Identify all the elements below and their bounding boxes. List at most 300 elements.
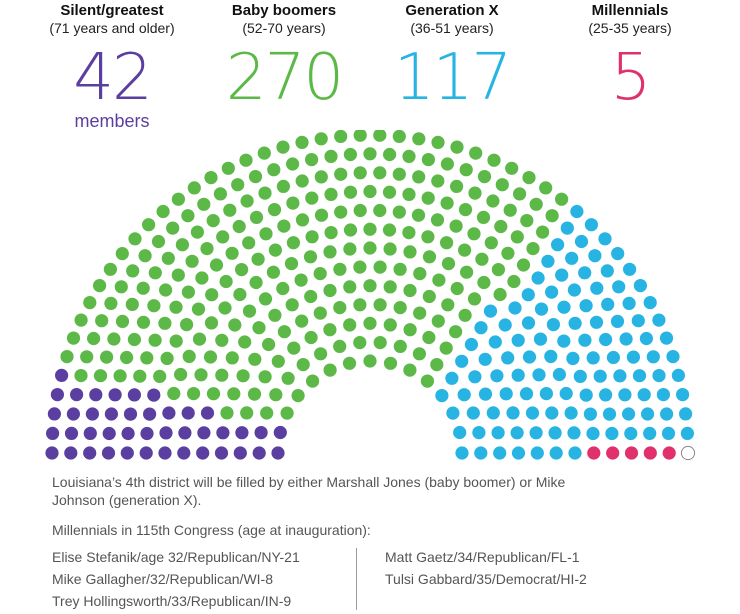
seat-dot-baby-boomers [216,230,229,243]
seat-dot-baby-boomers [323,245,336,258]
seat-dot-generation-x [508,301,521,314]
seat-dot-baby-boomers [513,187,526,200]
seat-dot-silent-greatest [274,426,287,439]
seat-dot-baby-boomers [413,347,426,360]
millennials-list-left [52,546,300,612]
seat-dot-baby-boomers [469,147,482,160]
seat-dot-baby-boomers [468,187,481,200]
seat-dot-baby-boomers [353,336,366,349]
seat-dot-baby-boomers [373,166,386,179]
seat-dot-baby-boomers [440,342,453,355]
seat-dot-baby-boomers [126,264,139,277]
seat-dot-generation-x [565,252,578,265]
seat-dot-generation-x [640,332,653,345]
seat-dot-baby-boomers [522,171,535,184]
seat-dot-baby-boomers [485,236,498,249]
seat-dot-baby-boomers [432,274,445,287]
seat-dot-silent-greatest [197,426,210,439]
seat-dot-silent-greatest [128,388,141,401]
seat-dot-baby-boomers [413,307,426,320]
seat-dot-baby-boomers [546,209,559,222]
seat-dot-silent-greatest [177,446,190,459]
seat-dot-baby-boomers [412,209,425,222]
generation-boomers [199,2,369,115]
seat-dot-baby-boomers [287,342,300,355]
seat-dot-baby-boomers [423,290,436,303]
seat-dot-baby-boomers [402,150,415,163]
seat-dot-baby-boomers [276,282,289,295]
seat-dot-baby-boomers [277,180,290,193]
seat-dot-baby-boomers [422,331,435,344]
seat-dot-baby-boomers [478,170,491,183]
seat-dot-baby-boomers [215,369,228,382]
seat-dot-generation-x [550,446,563,459]
seat-dot-baby-boomers [223,204,236,217]
seat-dot-baby-boomers [324,150,337,163]
seat-dot-baby-boomers [158,317,171,330]
seat-dot-silent-greatest [234,446,247,459]
seat-dot-silent-greatest [122,427,135,440]
seat-dot-baby-boomers [286,298,299,311]
seat-dot-baby-boomers [137,282,150,295]
seat-dot-baby-boomers [267,163,280,176]
seat-dot-baby-boomers [276,141,289,154]
seat-dot-baby-boomers [496,178,509,191]
seat-dot-generation-x [660,407,673,420]
seat-dot-generation-x [474,321,487,334]
seat-dot-generation-x [568,283,581,296]
seat-dot-baby-boomers [324,188,337,201]
seat-dot-baby-boomers [475,253,488,266]
seat-dot-baby-boomers [114,369,127,382]
seat-dot-silent-greatest [271,446,284,459]
seat-dot-baby-boomers [226,247,239,260]
seat-dot-baby-boomers [403,245,416,258]
seat-dot-silent-greatest [51,388,64,401]
seat-dot-silent-greatest [215,446,228,459]
generation-age-range: (25-35 years) [588,20,672,36]
seat-dot-baby-boomers [181,209,194,222]
seat-dot-generation-x [590,316,603,329]
seat-dot-baby-boomers [147,299,160,312]
seat-dot-baby-boomers [60,350,73,363]
seat-dot-baby-boomers [344,186,357,199]
seat-dot-silent-greatest [140,446,153,459]
seat-dot-baby-boomers [207,214,220,227]
seat-dot-baby-boomers [324,364,337,377]
seat-dot-baby-boomers [492,263,505,276]
seat-dot-generation-x [599,388,612,401]
seat-dot-generation-x [532,368,545,381]
seat-dot-baby-boomers [460,163,473,176]
seat-dot-baby-boomers [281,407,294,420]
seat-dot-baby-boomers [205,316,218,329]
seat-dot-baby-boomers [315,209,328,222]
seat-dot-baby-boomers [250,276,263,289]
seat-dot-baby-boomers [363,279,376,292]
seat-dot-generation-x [549,426,562,439]
seat-dot-generation-x [523,350,536,363]
seat-dot-baby-boomers [215,334,228,347]
seat-dot-baby-boomers [394,340,407,353]
seat-dot-baby-boomers [354,166,367,179]
seat-dot-baby-boomers [176,238,189,251]
seat-dot-baby-boomers [507,275,520,288]
seat-dot-baby-boomers [325,226,338,239]
seat-dot-baby-boomers [207,387,220,400]
seat-dot-baby-boomers [153,370,166,383]
seat-dot-baby-boomers [116,247,129,260]
seat-dot-generation-x [455,355,468,368]
seat-dot-baby-boomers [93,279,106,292]
generation-millennials [545,2,715,115]
seat-dot-silent-greatest [235,426,248,439]
seat-dot-baby-boomers [505,162,518,175]
seat-dot-generation-x [545,406,558,419]
seat-dot-baby-boomers [169,301,182,314]
seat-dot-baby-boomers [269,244,282,257]
seat-dot-generation-x [553,368,566,381]
seat-dot-baby-boomers [536,226,549,239]
seat-dot-baby-boomers [204,171,217,184]
seat-dot-baby-boomers [402,226,415,239]
seat-dot-silent-greatest [67,407,80,420]
seat-dot-baby-boomers [205,288,218,301]
seat-dot-baby-boomers [314,267,327,280]
seat-dot-baby-boomers [486,194,499,207]
seat-dot-baby-boomers [268,309,281,322]
seat-dot-baby-boomers [218,301,231,314]
generation-age-range: (52-70 years) [242,20,326,36]
seat-dot-silent-greatest [158,446,171,459]
seat-dot-baby-boomers [214,187,227,200]
seat-dot-baby-boomers [204,350,217,363]
seat-dot-generation-x [578,334,591,347]
seat-dot-baby-boomers [501,247,514,260]
seat-dot-generation-x [605,427,618,440]
seat-dot-baby-boomers [422,192,435,205]
seat-dot-baby-boomers [539,181,552,194]
seat-dot-baby-boomers [517,258,530,271]
seat-dot-generation-x [541,255,554,268]
seat-dot-generation-x [618,388,631,401]
seat-dot-baby-boomers [104,297,117,310]
seat-dot-generation-x [490,369,503,382]
seat-dot-generation-x [455,446,468,459]
seat-dot-baby-boomers [139,249,152,262]
seat-dot-baby-boomers [278,325,291,338]
seat-dot-baby-boomers [67,332,80,345]
seat-dot-baby-boomers [354,130,367,142]
seat-dot-generation-x [652,314,665,327]
seat-dot-baby-boomers [193,333,206,346]
seat-dot-baby-boomers [333,263,346,276]
seat-dot-baby-boomers [421,375,434,388]
seat-dot-baby-boomers [530,198,543,211]
seat-dot-baby-boomers [250,211,263,224]
seat-dot-generation-x [453,426,466,439]
seat-dot-generation-x [520,387,533,400]
seat-dot-baby-boomers [477,276,490,289]
seat-dot-baby-boomers [315,170,328,183]
seat-dot-generation-x [479,388,492,401]
seat-dot-baby-boomers [248,388,261,401]
seat-dot-baby-boomers [384,357,397,370]
seat-dot-baby-boomers [237,369,250,382]
seat-dot-generation-x [657,388,670,401]
seat-dot-baby-boomers [172,193,185,206]
seat-dot-generation-x [551,238,564,251]
seat-dot-baby-boomers [306,230,319,243]
seat-dot-baby-boomers [440,236,453,249]
seat-dot-generation-x [489,335,502,348]
seat-dot-baby-boomers [137,316,150,329]
seat-dot-baby-boomers [343,318,356,331]
generation-count: 42 [73,41,151,115]
seat-dot-baby-boomers [423,250,436,263]
seat-dot-baby-boomers [520,214,533,227]
seat-dot-baby-boomers [403,284,416,297]
seat-dot-generation-x [435,389,448,402]
seat-dot-baby-boomers [258,147,271,160]
seat-dot-generation-x [666,350,679,363]
seat-dot-generation-x [530,426,543,439]
seat-dot-baby-boomers [459,203,472,216]
seat-dot-baby-boomers [343,280,356,293]
seat-dot-baby-boomers [421,230,434,243]
seat-dot-baby-boomers [167,387,180,400]
seat-dot-baby-boomers [194,368,207,381]
seat-dot-generation-x [672,369,685,382]
seat-dot-baby-boomers [231,178,244,191]
seat-dot-baby-boomers [259,292,272,305]
seat-dot-silent-greatest [216,426,229,439]
seat-dot-generation-x [544,350,557,363]
seat-dot-baby-boomers [458,244,471,257]
seat-dot-generation-x [487,406,500,419]
seat-dot-generation-x [532,271,545,284]
seat-dot-generation-x [512,446,525,459]
seat-dot-generation-x [662,427,675,440]
millennial-entry: Elise Stefanik/age 32/Republican/NY-21 [52,549,300,565]
millennial-entry: Trey Hollingsworth/33/Republican/IN-9 [52,593,292,609]
seat-dot-baby-boomers [116,315,129,328]
seat-dot-baby-boomers [315,132,328,145]
seat-dot-baby-boomers [260,406,273,419]
seat-dot-millennials [663,446,676,459]
seat-dot-generation-x [500,387,513,400]
seat-dot-baby-boomers [162,252,175,265]
seat-dot-generation-x [566,352,579,365]
seat-dot-baby-boomers [305,331,318,344]
seat-dot-baby-boomers [404,323,417,336]
seat-dot-generation-x [468,370,481,383]
seat-dot-baby-boomers [477,211,490,224]
seat-dot-generation-x [522,288,535,301]
seat-dot-silent-greatest [147,389,160,402]
seat-dot-baby-boomers [393,130,406,143]
seat-dot-baby-boomers [442,257,455,270]
seat-dot-generation-x [547,318,560,331]
seat-dot-baby-boomers [353,261,366,274]
seat-dot-generation-x [445,372,458,385]
seat-dot-baby-boomers [187,387,200,400]
seat-dot-baby-boomers [188,181,201,194]
seat-dot-baby-boomers [149,266,162,279]
seat-dot-baby-boomers [422,153,435,166]
seat-dot-silent-greatest [121,446,134,459]
seat-dot-generation-x [660,332,673,345]
seat-dot-baby-boomers [220,275,233,288]
generation-age-range: (71 years and older) [49,20,175,36]
seat-dot-baby-boomers [241,194,254,207]
seat-dot-baby-boomers [115,280,128,293]
seat-dot-baby-boomers [432,315,445,328]
generation-name: Silent/greatest [60,2,164,19]
column-divider [356,548,357,610]
seat-dot-silent-greatest [45,446,58,459]
seat-dot-generation-x [493,446,506,459]
seat-dot-baby-boomers [373,130,386,142]
seat-dot-generation-x [611,247,624,260]
seat-dot-generation-x [598,232,611,245]
seat-dot-baby-boomers [238,335,251,348]
seat-dot-baby-boomers [295,315,308,328]
seat-dot-silent-greatest [253,446,266,459]
millennials-list-right [385,546,587,590]
seat-dot-baby-boomers [305,153,318,166]
seat-dot-generation-x [623,297,636,310]
seat-dot-millennials [625,446,638,459]
seat-dot-baby-boomers [200,242,213,255]
seat-dot-baby-boomers [467,227,480,240]
seat-dot-silent-greatest [83,446,96,459]
seat-dot-generation-x [644,296,657,309]
seat-dot-baby-boomers [343,242,356,255]
seat-dot-baby-boomers [222,162,235,175]
seat-dot-generation-x [574,370,587,383]
seat-dot-generation-x [584,408,597,421]
seat-dot-generation-x [492,426,505,439]
seat-dot-baby-boomers [104,263,117,276]
seat-dot-silent-greatest [46,427,59,440]
seat-dot-baby-boomers [450,180,463,193]
seat-dot-silent-greatest [255,426,268,439]
seat-dot-generation-x [588,249,601,262]
seat-dot-baby-boomers [373,204,386,217]
seat-dot-baby-boomers [197,198,210,211]
generation-name: Generation X [405,2,499,19]
seat-dot-baby-boomers [252,321,265,334]
seat-dot-generation-x [506,406,519,419]
seat-dot-generation-x [620,332,633,345]
generation-count: 270 [225,41,343,115]
seat-dot-baby-boomers [431,174,444,187]
seat-dot-baby-boomers [292,389,305,402]
seat-dot-generation-x [578,266,591,279]
seat-dot-generation-x [633,369,646,382]
seat-dot-baby-boomers [450,220,463,233]
seat-dot-baby-boomers [431,136,444,149]
seat-dot-baby-boomers [363,223,376,236]
seat-dot-silent-greatest [109,388,122,401]
seat-dot-generation-x [627,351,640,364]
seat-dot-generation-x [570,205,583,218]
seat-dot-silent-greatest [124,408,137,421]
seat-dot-baby-boomers [384,280,397,293]
seat-dot-baby-boomers [393,168,406,181]
seat-dot-silent-greatest [89,388,102,401]
seat-dot-generation-x [526,406,539,419]
seat-dot-baby-boomers [306,375,319,388]
seat-dot-generation-x [607,351,620,364]
seat-dot-baby-boomers [95,314,108,327]
seat-dot-baby-boomers [149,334,162,347]
seat-dot-silent-greatest [196,446,209,459]
seat-dot-generation-x [569,317,582,330]
seat-dot-baby-boomers [487,154,500,167]
seat-dot-silent-greatest [178,426,191,439]
seat-dot-baby-boomers [172,269,185,282]
seat-dot-generation-x [474,446,487,459]
seat-dot-generation-x [638,388,651,401]
seat-dot-silent-greatest [162,406,175,419]
generation-silent [27,2,197,131]
seat-dot-generation-x [567,426,580,439]
seat-dot-baby-boomers [133,370,146,383]
seat-dot-silent-greatest [84,427,97,440]
seat-dot-generation-x [545,286,558,299]
seat-dot-baby-boomers [383,148,396,161]
seat-dot-baby-boomers [441,157,454,170]
seat-dot-baby-boomers [374,298,387,311]
seat-dot-baby-boomers [363,147,376,160]
generation-count-unit: members [74,111,150,131]
seat-dot-baby-boomers [259,227,272,240]
seat-dot-baby-boomers [159,283,172,296]
seat-dot-baby-boomers [296,213,309,226]
hemicycle-seat-chart [0,130,740,465]
seat-dot-baby-boomers [344,223,357,236]
seat-dot-baby-boomers [240,406,253,419]
seat-dot-baby-boomers [295,274,308,287]
seat-dot-baby-boomers [180,318,193,331]
seat-dot-baby-boomers [511,230,524,243]
seat-dot-baby-boomers [262,338,275,351]
seat-dot-silent-greatest [64,446,77,459]
seat-dot-baby-boomers [269,388,282,401]
seat-dot-baby-boomers [220,406,233,419]
seat-dot-baby-boomers [267,266,280,279]
seat-dot-baby-boomers [494,220,507,233]
seat-dot-baby-boomers [394,301,407,314]
seat-dot-generation-x [472,426,485,439]
seat-dot-baby-boomers [333,340,346,353]
seat-dot-generation-x [531,446,544,459]
seat-dot-baby-boomers [394,263,407,276]
seat-dot-vacant [681,446,694,459]
seat-dot-generation-x [522,316,535,329]
seat-dot-baby-boomers [334,168,347,181]
seat-dot-baby-boomers [344,148,357,161]
seat-dot-baby-boomers [243,305,256,318]
seat-dot-generation-x [647,350,660,363]
seat-dot-generation-x [585,218,598,231]
seat-dot-baby-boomers [227,387,240,400]
seat-dot-baby-boomers [363,185,376,198]
seat-dot-baby-boomers [186,255,199,268]
seat-dot-generation-x [557,301,570,314]
